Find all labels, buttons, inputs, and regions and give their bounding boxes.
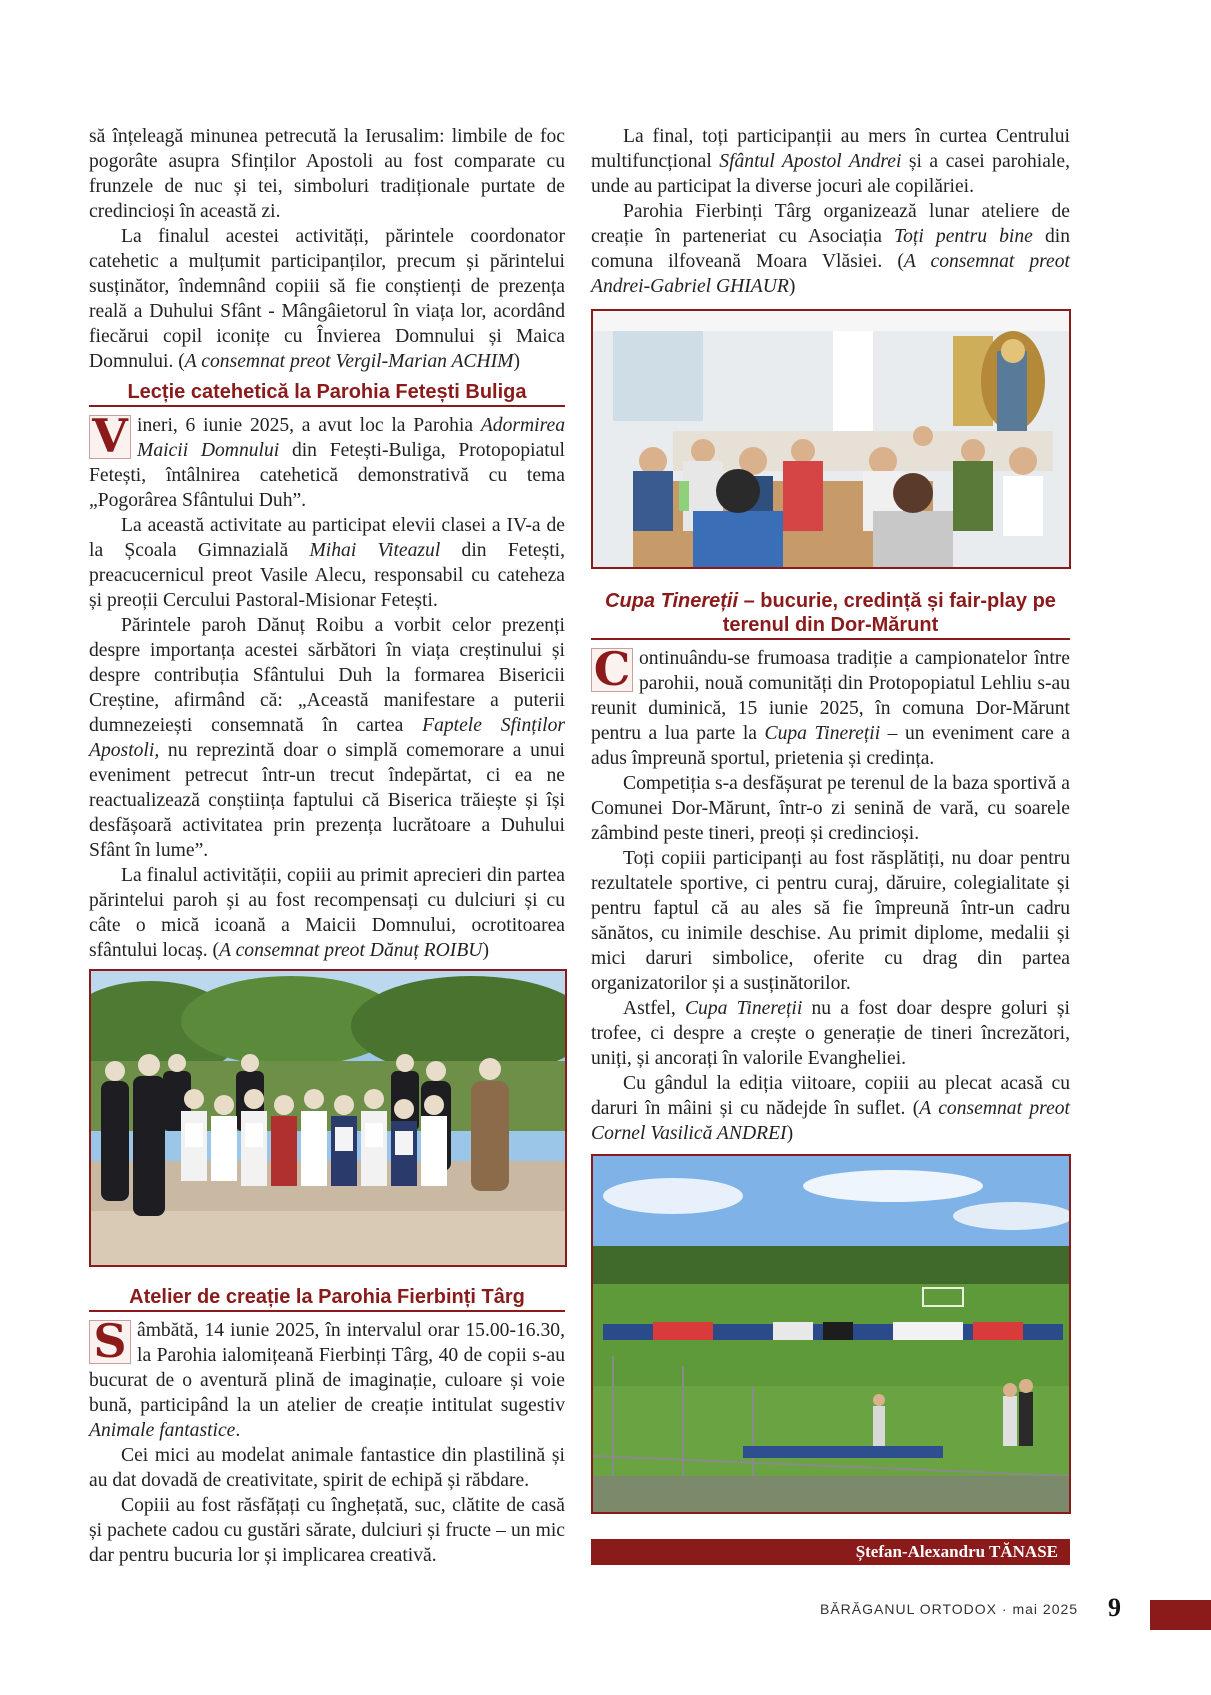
paragraph: C ontinuându-se frumoasa tradiție a campionatelor între parohii, nouă comunități din Protopopiatul Lehliu s-au reunit duminică, 15 iunie 2025, în comuna Dor-Mărunt pentru a lua parte la Cupa Tinereții – un eveniment care a adus împreună sportul, prietenia și credința. bbox=[591, 642, 1071, 769]
paragraph: Parohia Fierbinți Târg organizează lunar ateliere de creație în parteneriat cu Asociația Toți pentru bine din comuna ilfoveană Moara Vlăsiei. (A consemnat preot Andrei-Gabriel GHIAUR) bbox=[591, 201, 1070, 297]
paragraph: La final, toți participanții au mers în curtea Centrului multifuncțional Sfântul Apostol Andrei și a casei parohiale, unde au participat la diverse jocuri ale copilăriei. bbox=[591, 126, 1070, 197]
paragraph: Toți copiii participanți au fost răsplătiți, nu doar pentru rezultatele sportive, ci pentru curaj, dăruire, colegialitate și pentru faptul că au ales să fie împreună într-un cadru sănătos, cu inimile deschise. Au primit diplome, medalii și mici daruri simbolice, oferite cu drag din partea organizatorilor și a susținătorilor. bbox=[591, 848, 1070, 994]
paragraph: La această activitate au participat elevii clasei a IV-a de la Școala Gimnazială Mihai Viteazul din Fetești, preacucernicul preot Vasile Alecu, responsabil cu cateheza și preoții Cercului Pastoral-Misionar Fetești. bbox=[89, 515, 566, 611]
paragraph: Părintele paroh Dănuț Roibu a vorbit celor prezenți despre importanța acestei sărbători în viața creștinului și despre contribuția Sfântului Duh la formarea Bisericii Creștine, afirmând că: „Această manifestare a puterii dumnezeiești consemnată în cartea Faptele Sfinților Apostoli, nu reprezintă doar o simplă comemorare a unui eveniment petrecut într-un trecut îndepărtat, ci ea ne reactualizează conștiința faptului că Biserica trăiește și își desfășoară activitatea prin prezența lucrătoare a Duhului Sfânt în lume”. bbox=[89, 615, 565, 861]
paragraph: Competiția s-a desfășurat pe terenul de la baza sportivă a Comunei Dor-Mărunt, într-o zi senină de vară, cu soarele zâmbind peste tineri, preoți și credincioși. bbox=[591, 773, 1070, 844]
football-photo bbox=[591, 1154, 1071, 1514]
left-column bbox=[89, 124, 565, 1568]
paragraph: V ineri, 6 iunie 2025, a avut loc la Parohia Adormirea Maicii Domnului din Fetești-Buliga, Protopopiatul Fetești, întâlnirea catehetică demonstrativă cu tema „Pogorârea Sfântului Duh”. bbox=[89, 409, 565, 511]
footer-accent-bar bbox=[1150, 1600, 1211, 1630]
section-heading: Atelier de creație la Parohia Fierbinți Târg bbox=[89, 1285, 565, 1312]
paragraph: Copiii au fost răsfățați cu înghețată, suc, clătite de casă și pachete cadou cu gustări sărate, dulciuri și fructe – un mic dar pentru bucuria lor și implicarea creativă. bbox=[89, 1495, 565, 1566]
paragraph: Astfel, Cupa Tinereții nu a fost doar despre goluri și trofee, ci despre a crește o generație de tineri încrezători, uniți, și ancorați în valorile Evangheliei. bbox=[591, 998, 1070, 1069]
paragraph: S âmbătă, 14 iunie 2025, în intervalul orar 15.00-16.30, la Parohia ialomițeană Fierbinți Târg, 40 de copii s-au bucurat de o aventură plină de imaginație, culoare și voie bună, participând la un atelier de creație intitulat sugestiv Animale fantastice. bbox=[89, 1314, 565, 1441]
paragraph: să înțeleagă minunea petrecută la Ierusalim: limbile de foc pogorâte asupra Sfinților Apostoli au fost comparate cu frunzele de nuc și tei, simboluri tradiționale purtate de credincioși în această zi. bbox=[89, 126, 565, 222]
paragraph: La finalul activității, copiii au primit aprecieri din partea părintelui paroh și au fost recompensați cu dulciuri și cu câte o mică icoană a Maicii Domnului, ocrotitoarea sfântului locaș. (A consemnat preot Dănuț ROIBU) bbox=[89, 865, 565, 961]
section-heading: Cupa Tinereții – bucurie, credință și fair-play pe terenul din Dor-Mărunt bbox=[591, 589, 1070, 640]
right-column bbox=[591, 124, 1070, 1514]
photo-credit: Ștefan-Alexandru TĂNASE bbox=[591, 1539, 1070, 1565]
paragraph: Cei mici au modelat animale fantastice din plastilină și au dat dovadă de creativitate, spirit de echipă și răbdare. bbox=[89, 1445, 565, 1491]
drop-cap: C bbox=[591, 648, 633, 692]
page-number: 9 bbox=[1108, 1593, 1121, 1622]
workshop-photo bbox=[591, 309, 1071, 569]
drop-cap: S bbox=[89, 1320, 131, 1364]
drop-cap: V bbox=[89, 415, 131, 459]
group-photo bbox=[89, 969, 567, 1267]
section-heading: Lecție catehetică la Parohia Fetești Buliga bbox=[89, 380, 565, 407]
paragraph: Cu gândul la ediția viitoare, copiii au plecat acasă cu daruri în mâini și cu nădejde în suflet. (A consemnat preot Cornel Vasilică ANDREI) bbox=[591, 1073, 1071, 1144]
footer-publication: BĂRĂGANUL ORTODOX · mai 2025 bbox=[820, 1601, 1079, 1617]
paragraph: La finalul acestei activități, părintele coordonator catehetic a mulțumit participanților, precum și părintelui susținător, îndemnând copiii să fie conștienți de prezența reală a Duhului Sfânt - Mângâietorul în viața lor, acordând fiecărui copil iconițe cu Învierea Domnului și Maica Domnului. (A consemnat preot Vergil-Marian ACHIM) bbox=[89, 226, 565, 372]
